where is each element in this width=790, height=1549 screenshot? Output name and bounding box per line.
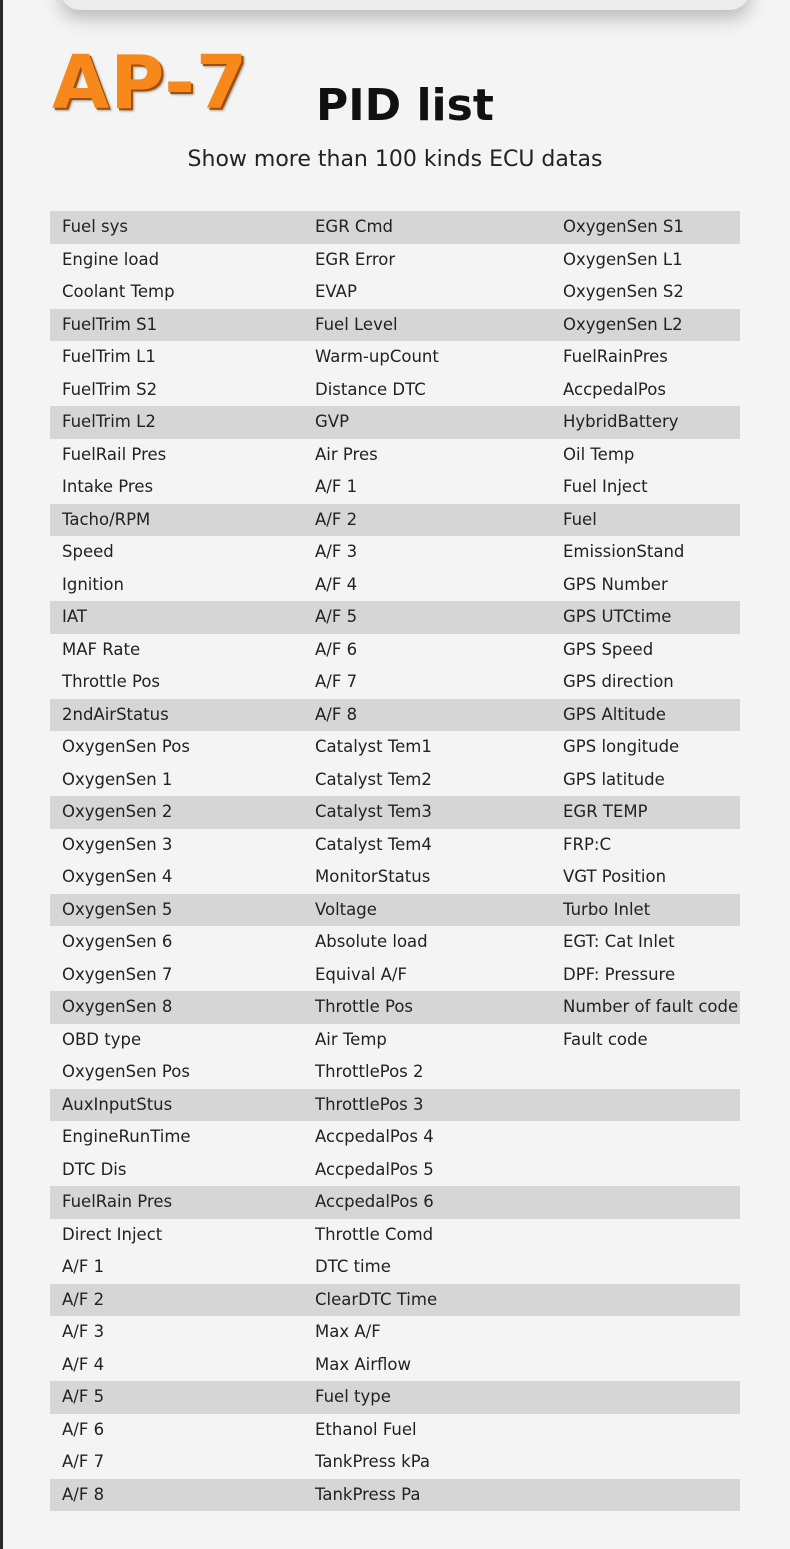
- table-row: [50, 341, 740, 374]
- table-row: [50, 1349, 740, 1382]
- pid-cell: Catalyst Tem4: [315, 834, 432, 854]
- pid-cell: DTC Dis: [62, 1159, 127, 1179]
- pid-cell: AccpedalPos: [563, 379, 666, 399]
- top-card-shadow: [60, 0, 750, 10]
- pid-cell: A/F 2: [62, 1289, 105, 1309]
- pid-cell: TankPress Pa: [315, 1484, 421, 1504]
- table-row: [50, 1056, 740, 1089]
- table-row: [50, 1316, 740, 1349]
- pid-cell: Throttle Pos: [62, 672, 161, 691]
- pid-cell: OxygenSen S1: [563, 217, 684, 236]
- pid-cell: Tacho/RPM: [62, 509, 151, 529]
- pid-cell: GPS longitude: [563, 737, 680, 756]
- pid-cell: OxygenSen Pos: [62, 737, 190, 756]
- pid-cell: EGR Cmd: [315, 217, 393, 236]
- pid-cell: OxygenSen Pos: [62, 1062, 190, 1081]
- page-title: PID list: [316, 80, 494, 131]
- pid-cell: A/F 5: [62, 1387, 105, 1406]
- pid-cell: Fuel type: [315, 1387, 391, 1406]
- pid-cell: Number of fault code: [563, 997, 739, 1016]
- pid-cell: Direct Inject: [62, 1224, 163, 1244]
- pid-cell: GPS latitude: [563, 769, 665, 789]
- pid-cell: Air Pres: [315, 444, 378, 464]
- pid-cell: OxygenSen 6: [62, 932, 173, 951]
- page-subtitle: Show more than 100 kinds ECU datas: [187, 147, 603, 172]
- pid-cell: Fuel sys: [62, 217, 128, 236]
- pid-cell: AuxInputStus: [62, 1094, 173, 1114]
- table-row: [50, 1446, 740, 1479]
- table-row: [50, 1251, 740, 1284]
- pid-cell: A/F 4: [315, 574, 358, 594]
- table-row: [50, 536, 740, 569]
- table-row: [50, 276, 740, 309]
- table-row: [50, 211, 740, 244]
- pid-cell: OxygenSen 2: [62, 802, 173, 821]
- pid-cell: VGT Position: [563, 867, 667, 886]
- pid-cell: EGR Error: [315, 249, 396, 269]
- table-row: [50, 601, 740, 634]
- pid-cell: OxygenSen S2: [563, 282, 684, 301]
- table-row: [50, 1186, 740, 1219]
- table-row: [50, 439, 740, 472]
- pid-cell: Max A/F: [315, 1322, 381, 1341]
- pid-cell: A/F 8: [62, 1484, 105, 1504]
- pid-cell: Catalyst Tem1: [315, 737, 432, 756]
- pid-cell: FuelTrim L2: [62, 412, 156, 431]
- table-row: [50, 731, 740, 764]
- pid-cell: Absolute load: [315, 932, 428, 951]
- pid-cell: Fuel Level: [315, 314, 398, 334]
- pid-cell: OxygenSen 3: [62, 834, 173, 854]
- pid-cell: GPS direction: [563, 672, 674, 691]
- pid-cell: GPS Speed: [563, 639, 654, 659]
- pid-cell: ThrottlePos 3: [315, 1094, 424, 1114]
- pid-cell: Speed: [62, 542, 114, 561]
- pid-cell: EmissionStand: [563, 542, 685, 561]
- pid-cell: DTC time: [315, 1257, 391, 1276]
- pid-cell: FuelTrim S2: [62, 379, 158, 399]
- pid-cell: Oil Temp: [563, 444, 635, 464]
- table-row: [50, 244, 740, 277]
- pid-cell: FuelRainPres: [563, 347, 668, 366]
- brand-logo: AP-7: [52, 40, 249, 126]
- pid-cell: A/F 6: [315, 639, 358, 659]
- pid-cell: Voltage: [315, 899, 377, 919]
- pid-cell: AccpedalPos 5: [315, 1159, 434, 1179]
- pid-cell: OxygenSen L1: [563, 249, 683, 269]
- table-row: [50, 309, 740, 342]
- pid-table: [50, 211, 740, 1511]
- pid-cell: Throttle Comd: [315, 1224, 434, 1244]
- table-row: [50, 796, 740, 829]
- pid-cell: GPS Altitude: [563, 704, 666, 724]
- table-row: [50, 1479, 740, 1512]
- pid-cell: Fault code: [563, 1029, 648, 1049]
- table-row: [50, 374, 740, 407]
- pid-cell: HybridBattery: [563, 412, 679, 431]
- pid-cell: Fuel: [563, 509, 597, 529]
- pid-cell: MAF Rate: [62, 639, 141, 659]
- pid-cell: FuelRain Pres: [62, 1192, 173, 1211]
- pid-cell: FuelTrim L1: [62, 347, 156, 366]
- pid-cell: Distance DTC: [315, 379, 426, 399]
- pid-cell: A/F 7: [62, 1452, 105, 1471]
- pid-cell: FuelRail Pres: [62, 444, 167, 464]
- pid-cell: Max Airflow: [315, 1354, 411, 1374]
- pid-cell: IAT: [62, 607, 87, 626]
- pid-cell: Engine load: [62, 249, 160, 269]
- table-row: [50, 471, 740, 504]
- pid-cell: Warm-upCount: [315, 347, 439, 366]
- pid-cell: Turbo Inlet: [563, 899, 651, 919]
- pid-cell: EVAP: [315, 282, 357, 301]
- pid-cell: A/F 1: [315, 477, 358, 496]
- pid-cell: AccpedalPos 6: [315, 1192, 434, 1211]
- table-row: [50, 634, 740, 667]
- pid-cell: OxygenSen 4: [62, 867, 173, 886]
- table-row: [50, 764, 740, 797]
- pid-cell: A/F 5: [315, 607, 358, 626]
- table-row: [50, 959, 740, 992]
- table-row: [50, 1414, 740, 1447]
- pid-cell: Equival A/F: [315, 964, 407, 984]
- pid-cell: A/F 4: [62, 1354, 105, 1374]
- pid-cell: TankPress kPa: [315, 1452, 431, 1471]
- pid-cell: OxygenSen 1: [62, 769, 173, 789]
- pid-cell: EGT: Cat Inlet: [563, 932, 675, 951]
- pid-cell: A/F 3: [62, 1322, 105, 1341]
- pid-cell: Air Temp: [315, 1029, 387, 1049]
- table-row: [50, 991, 740, 1024]
- pid-cell: A/F 3: [315, 542, 358, 561]
- pid-cell: GPS UTCtime: [563, 607, 672, 626]
- pid-cell: Ignition: [62, 574, 124, 594]
- table-row: [50, 569, 740, 602]
- pid-cell: Fuel Inject: [563, 477, 648, 496]
- pid-cell: EngineRunTime: [62, 1127, 191, 1146]
- page-border: [0, 0, 3, 1549]
- pid-cell: ClearDTC Time: [315, 1289, 438, 1309]
- table-row: [50, 666, 740, 699]
- pid-cell: A/F 7: [315, 672, 358, 691]
- pid-cell: DPF: Pressure: [563, 964, 676, 984]
- table-row: [50, 406, 740, 439]
- table-row: [50, 1219, 740, 1252]
- pid-cell: A/F 1: [62, 1257, 105, 1276]
- pid-cell: A/F 6: [62, 1419, 105, 1439]
- table-row: [50, 1121, 740, 1154]
- pid-cell: Catalyst Tem3: [315, 802, 432, 821]
- pid-cell: A/F 8: [315, 704, 358, 724]
- table-row: [50, 894, 740, 927]
- pid-cell: OxygenSen 7: [62, 964, 173, 984]
- pid-cell: OxygenSen 5: [62, 899, 173, 919]
- table-row: [50, 699, 740, 732]
- pid-cell: A/F 2: [315, 509, 358, 529]
- pid-cell: GVP: [315, 412, 350, 431]
- table-row: [50, 1024, 740, 1057]
- pid-cell: ThrottlePos 2: [315, 1062, 424, 1081]
- pid-cell: GPS Number: [563, 574, 668, 594]
- table-row: [50, 926, 740, 959]
- pid-cell: OxygenSen L2: [563, 314, 683, 334]
- table-row: [50, 1381, 740, 1414]
- pid-cell: MonitorStatus: [315, 867, 431, 886]
- pid-cell: FuelTrim S1: [62, 314, 158, 334]
- pid-cell: OxygenSen 8: [62, 997, 173, 1016]
- pid-cell: OBD type: [62, 1029, 142, 1049]
- pid-cell: Ethanol Fuel: [315, 1419, 417, 1439]
- table-row: [50, 829, 740, 862]
- pid-cell: EGR TEMP: [563, 802, 648, 821]
- table-row: [50, 861, 740, 894]
- table-row: [50, 504, 740, 537]
- table-row: [50, 1089, 740, 1122]
- table-row: [50, 1154, 740, 1187]
- pid-cell: FRP:C: [563, 834, 611, 854]
- pid-cell: 2ndAirStatus: [62, 704, 169, 724]
- pid-cell: Catalyst Tem2: [315, 769, 432, 789]
- pid-cell: Intake Pres: [62, 477, 154, 496]
- table-row: [50, 1284, 740, 1317]
- pid-cell: Throttle Pos: [315, 997, 414, 1016]
- pid-cell: Coolant Temp: [62, 282, 175, 301]
- pid-cell: AccpedalPos 4: [315, 1127, 434, 1146]
